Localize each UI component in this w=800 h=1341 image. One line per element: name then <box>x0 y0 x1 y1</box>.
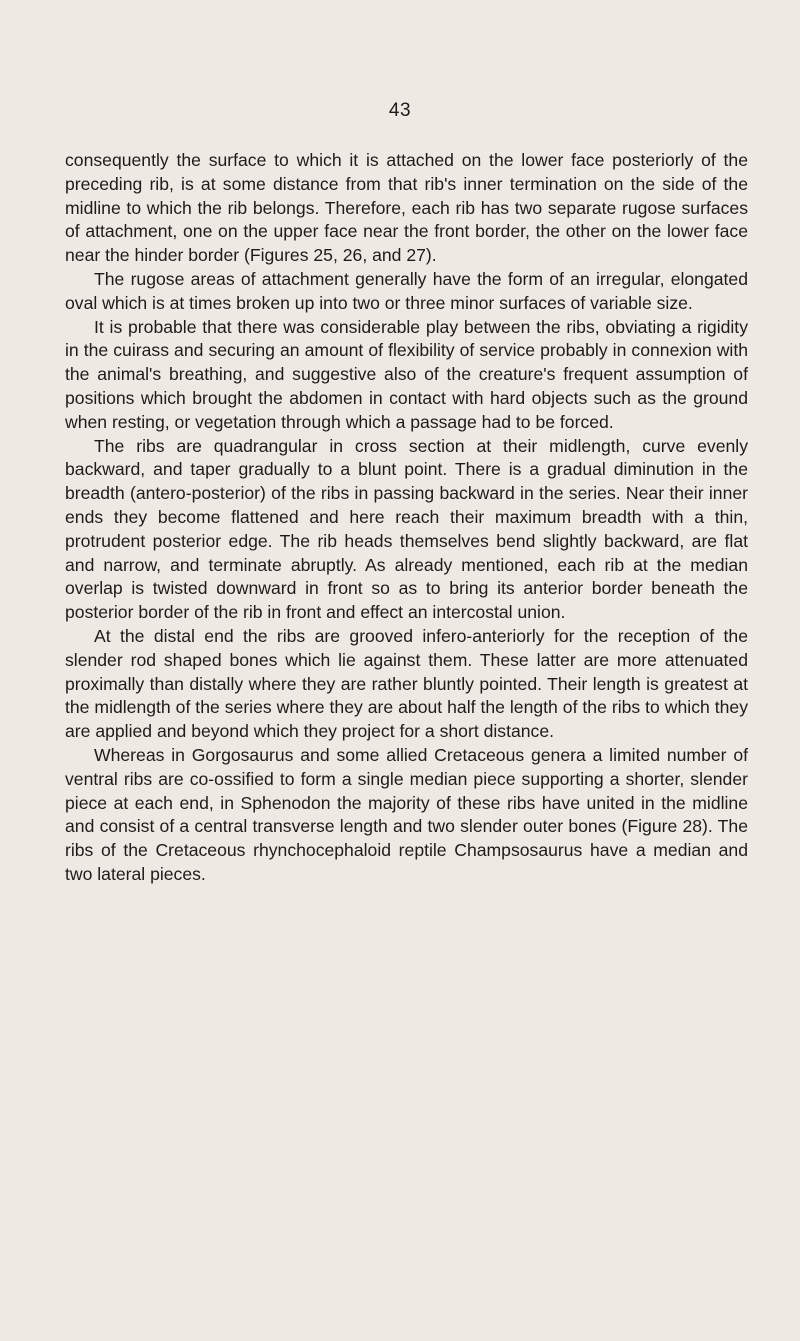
paragraph-5: At the distal end the ribs are grooved infero-anteriorly for the reception of the slender rod shaped bones which lie against them. These latter are more attenuated proximally than distally where they are rather bluntly pointed. Their length is greatest at the midlength of the series where they are about half the length of the ribs to which they are applied and beyond which they project for a short distance. <box>65 625 748 742</box>
page-number: 43 <box>388 100 412 121</box>
paragraph-1: consequently the surface to which it is attached on the lower face posteriorly of the preceding rib, is at some distance from that rib's inner termination on the side of the midline to which the rib belongs. Therefore, each rib has two separate rugose surfaces of attachment, one on the upper face near the front border, the other on the lower face near the hinder border (Figures 25, 26, and 27). <box>65 150 748 266</box>
paragraph-3: It is probable that there was considerable play between the ribs, obviating a rigidity in the cuirass and securing an amount of flexibility of service probably in connexion with the animal's breathing, and suggestive also of the creature's frequent assumption of positions which brought the abdomen in contact with hard objects such as the ground when resting, or vegetation through which a passage had to be forced. <box>65 316 748 432</box>
body-text <box>65 149 748 887</box>
paragraph-4: The ribs are quadrangular in cross section at their midlength, curve evenly backward, and taper gradually to a blunt point. There is a gradual diminution in the breadth (antero-posterior) of the ribs in passing backward in the series. Near their inner ends they become flattened and here reach their maximum breadth with a thin, protrudent posterior edge. The rib heads themselves bend slightly backward, are flat and narrow, and terminate abruptly. As already mentioned, each rib at the median overlap is twisted downward in front so as to bring its anterior border beneath the posterior border of the rib in front and effect an intercostal union. <box>65 435 748 623</box>
paragraph-6: Whereas in Gorgosaurus and some allied Cretaceous genera a limited number of ventral ribs are co-ossified to form a single median piece supporting a shorter, slender piece at each end, in Sphenodon the majority of these ribs have united in the midline and consist of a central transverse length and two slender outer bones (Figure 28). The ribs of the Cretaceous rhynchocephaloid reptile Champsosaurus have a median and two lateral pieces. <box>65 744 748 884</box>
paragraph-2: The rugose areas of attachment generally have the form of an irregular, elongated oval which is at times broken up into two or three minor surfaces of variable size. <box>65 268 748 313</box>
